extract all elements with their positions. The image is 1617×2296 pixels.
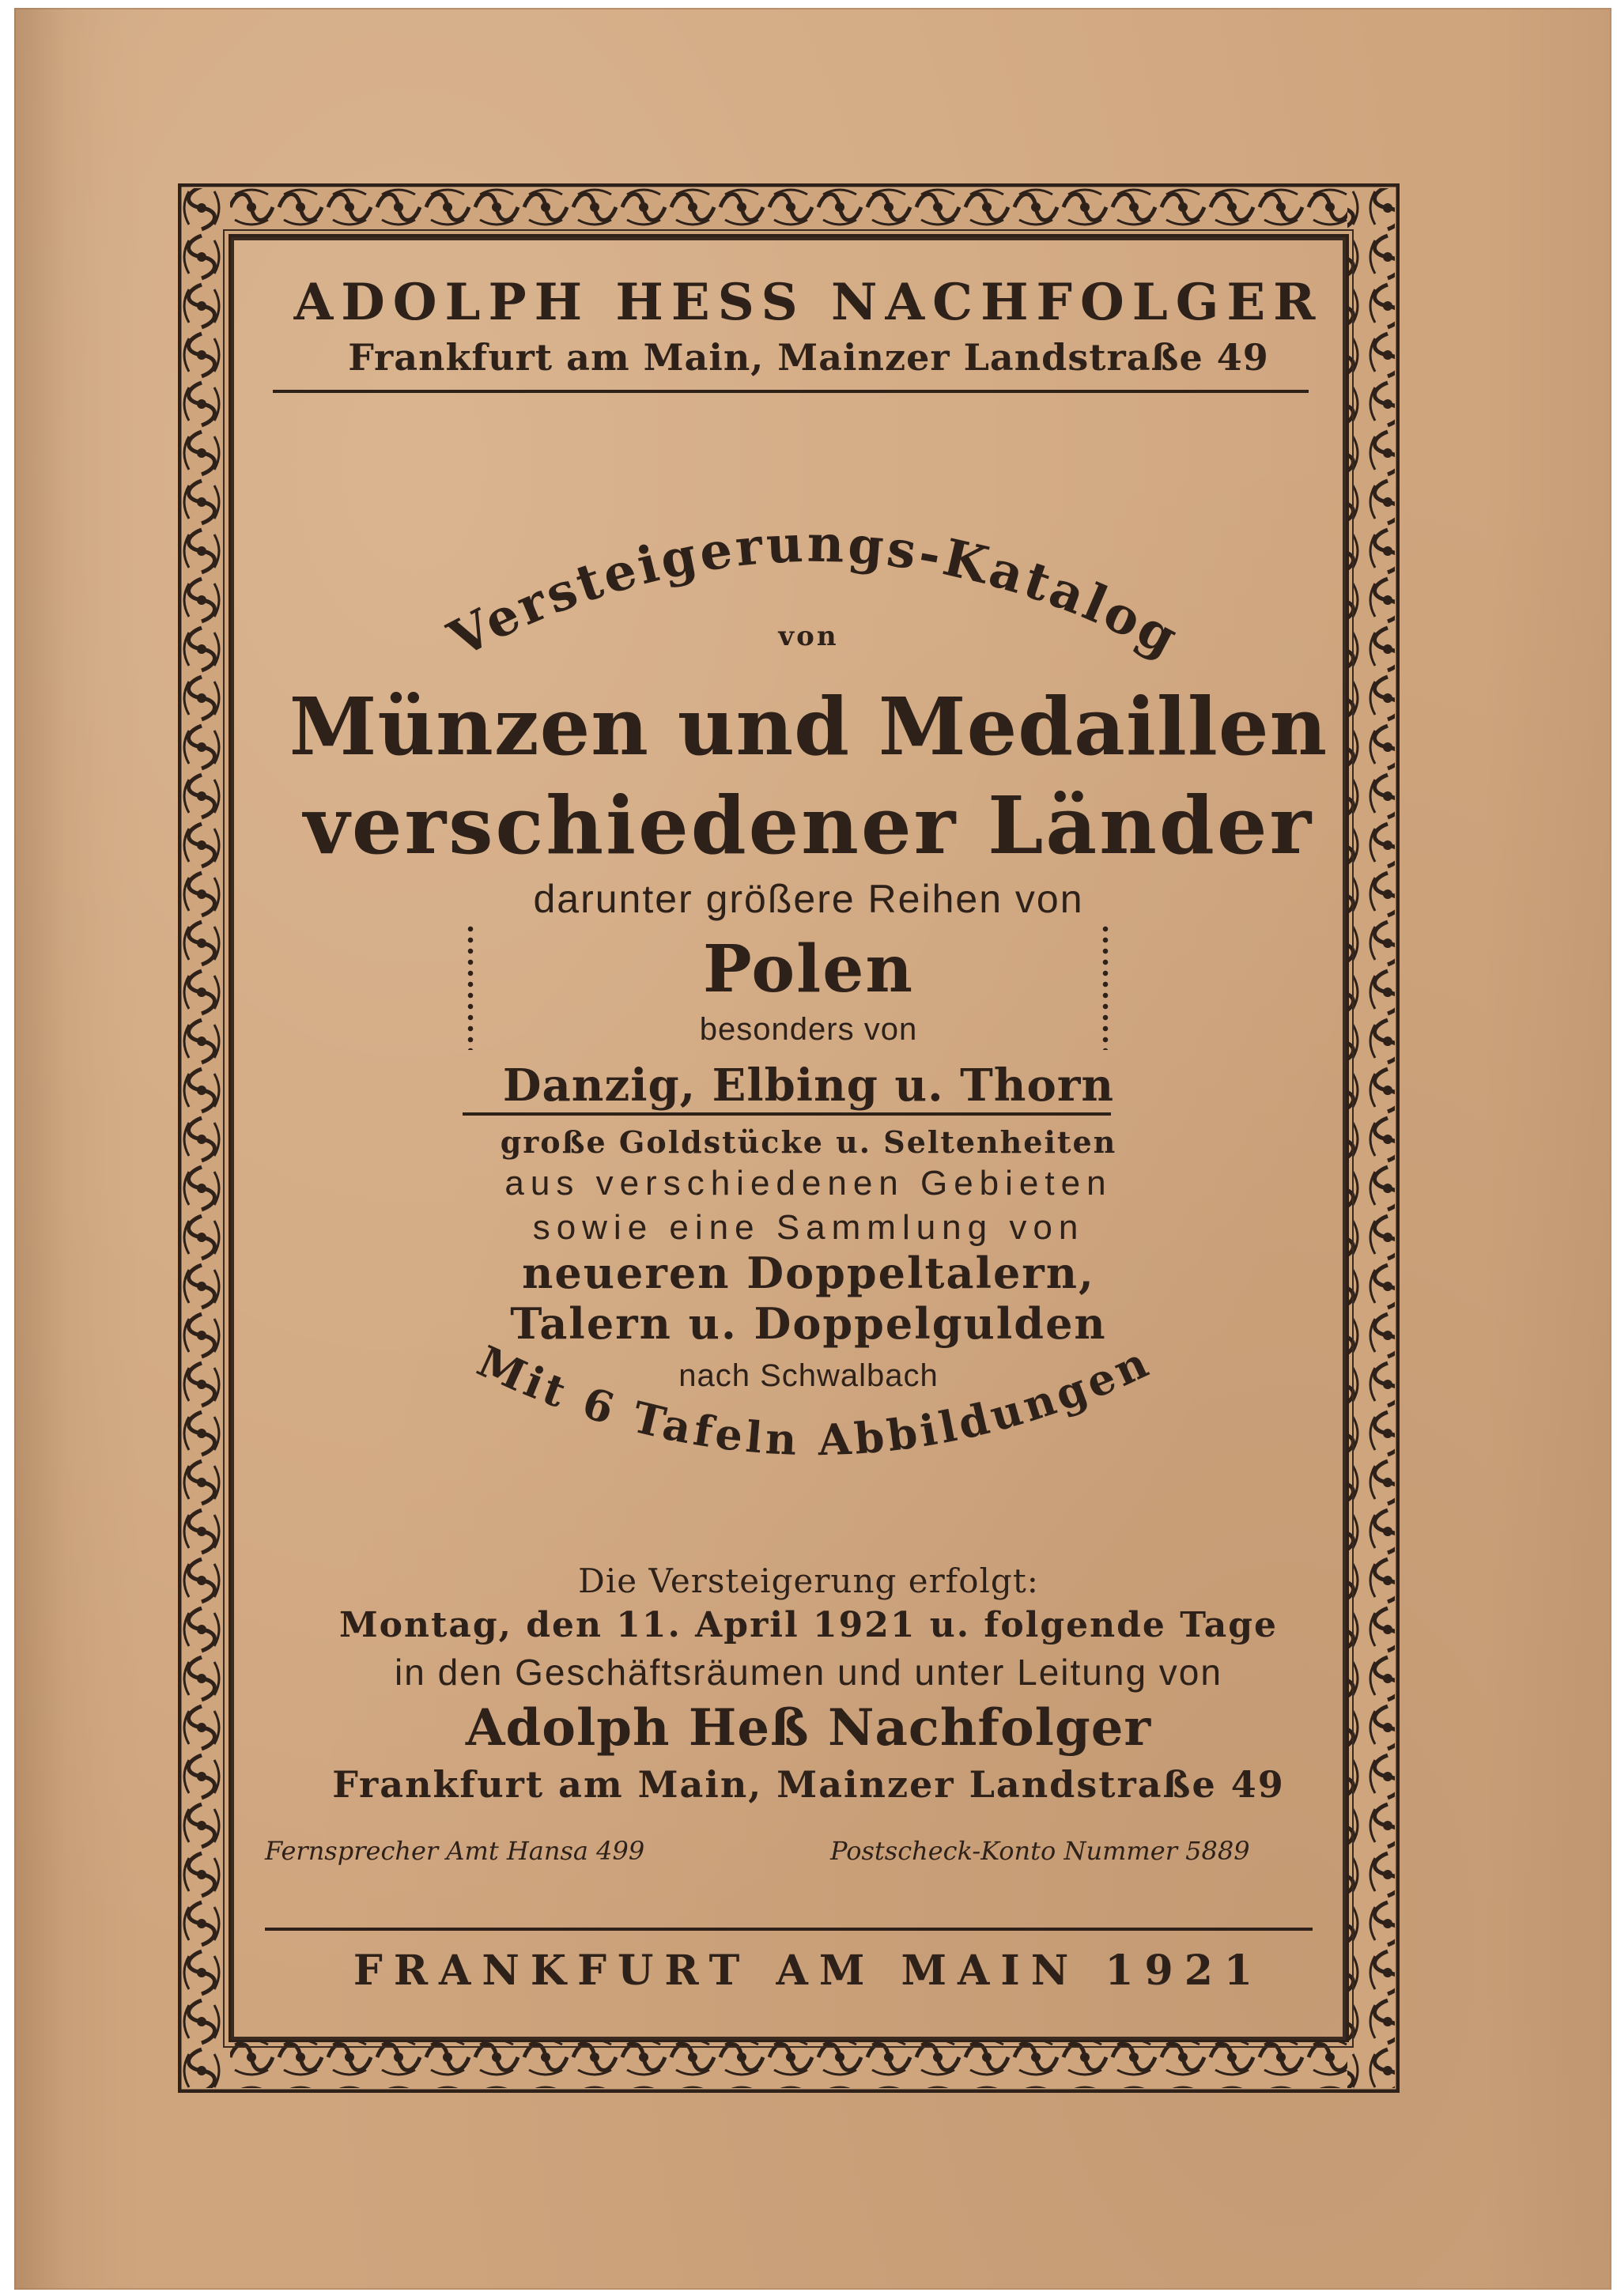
- subtitle-line-2: besonders von: [699, 1012, 918, 1047]
- title-line-1: Münzen und Medaillen: [289, 680, 1328, 773]
- header-rule: [273, 390, 1309, 393]
- schwalbach-line: nach Schwalbach: [678, 1358, 939, 1393]
- phone-number: Fernsprecher Amt Hansa 499: [265, 1836, 645, 1866]
- auction-place: in den Geschäftsräumen und unter Leitung von: [395, 1652, 1222, 1693]
- auction-date: Montag, den 11. April 1921 u. folgende Tage: [338, 1605, 1279, 1645]
- doppeltaler-line: neueren Doppeltalern,: [522, 1248, 1095, 1298]
- arc-heading: [427, 506, 1202, 688]
- cities-underline: [463, 1112, 1111, 1116]
- cities-line: Danzig, Elbing u. Thorn: [502, 1059, 1115, 1112]
- svg-text:Mit 6 Tafeln Abbildungen: [470, 1344, 1158, 1465]
- highlight-polen: Polen: [702, 931, 915, 1007]
- talern-line: Talern u. Doppelgulden: [510, 1298, 1107, 1349]
- arc-heading-text: Versteigerungs-Katalog: [439, 514, 1190, 670]
- collection-line: sowie eine Sammlung von: [532, 1208, 1085, 1247]
- plates-arc: [427, 1344, 1202, 1486]
- auction-house: Adolph Heß Nachfolger: [465, 1698, 1152, 1758]
- areas-line: aus verschiedenen Gebieten: [504, 1164, 1113, 1203]
- auction-intro: Die Versteigerung erfolgt:: [578, 1562, 1039, 1600]
- gold-line: große Goldstücke u. Seltenheiten: [500, 1124, 1117, 1160]
- auction-address: Frankfurt am Main, Mainzer Landstraße 49: [332, 1763, 1285, 1806]
- publisher-name: ADOLPH HESS NACHFOLGER: [293, 273, 1324, 332]
- von-label: von: [778, 621, 839, 652]
- plates-arc-text: Mit 6 Tafeln Abbildungen: [470, 1344, 1159, 1466]
- publisher-address: Frankfurt am Main, Mainzer Landstraße 49: [348, 336, 1269, 379]
- subtitle-line-1: darunter größere Reihen von: [533, 877, 1084, 921]
- footer-rule: [265, 1928, 1313, 1931]
- title-line-2: verschiedener Länder: [303, 779, 1314, 872]
- footer-imprint: FRANKFURT AM MAIN 1921: [353, 1947, 1264, 1995]
- postscheck-account: Postscheck-Konto Nummer 5889: [830, 1836, 1250, 1866]
